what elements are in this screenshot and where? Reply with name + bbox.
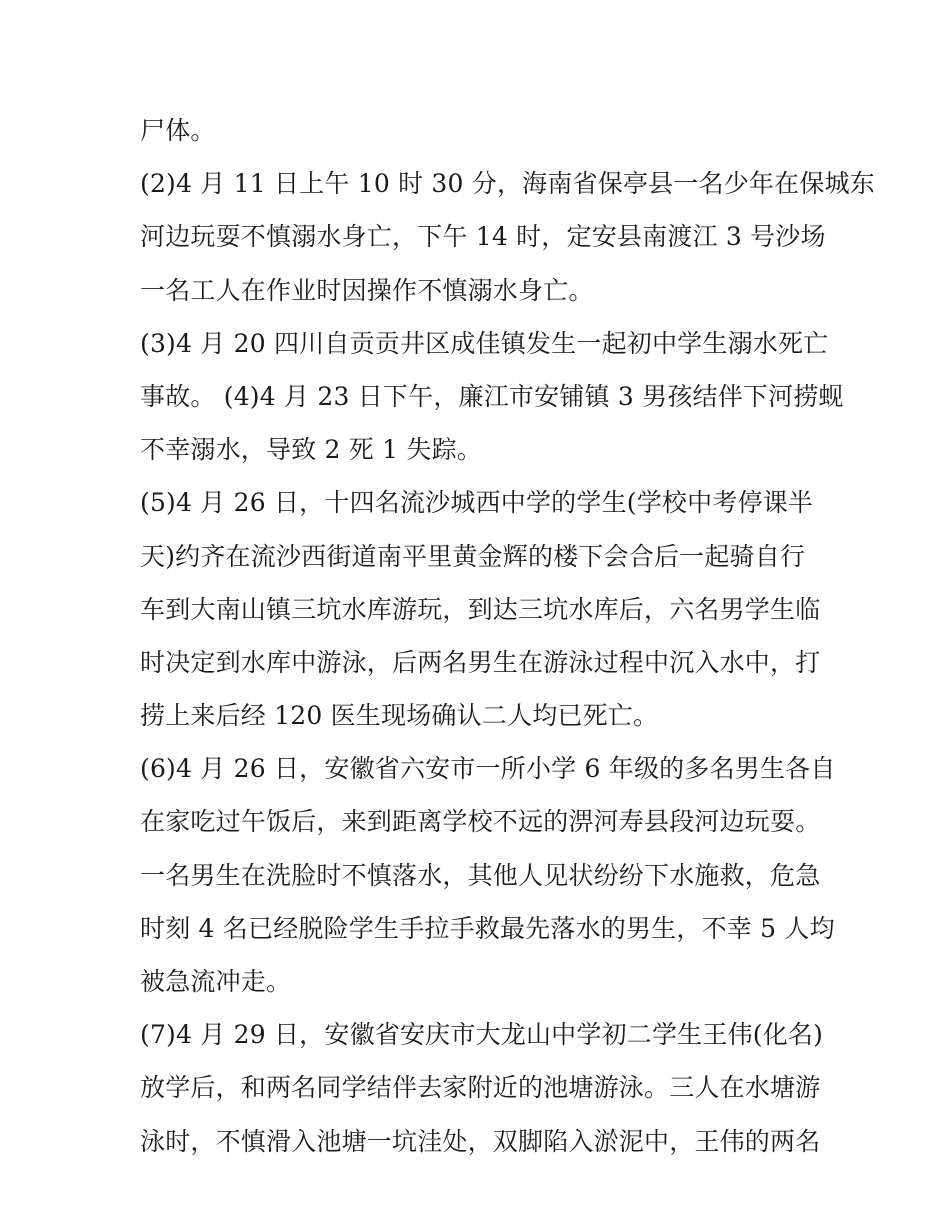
text-line: 不幸溺水，导致 2 死 1 失踪。 — [140, 435, 482, 465]
text-line: 时决定到水库中游泳，后两名男生在游泳过程中沉入水中，打 — [140, 647, 821, 677]
text-line: 放学后，和两名同学结伴去家附近的池塘游泳。三人在水塘游 — [140, 1073, 821, 1103]
text-line: 河边玩耍不慎溺水身亡，下午 14 时，定安县南渡江 3 号沙场 — [140, 222, 826, 252]
text-line: 天)约齐在流沙西街道南平里黄金辉的楼下会合后一起骑自行 — [140, 541, 806, 571]
text-line: (5)4 月 26 日，十四名流沙城西中学的学生(学校中考停课半 — [140, 488, 814, 518]
document-body — [140, 104, 875, 1168]
text-line: 捞上来后经 120 医生现场确认二人均已死亡。 — [140, 701, 659, 731]
text-line: (3)4 月 20 四川自贡贡井区成佳镇发生一起初中学生溺水死亡 — [140, 328, 829, 358]
text-line: 泳时，不慎滑入池塘一坑洼处，双脚陷入淤泥中，王伟的两名 — [140, 1126, 821, 1156]
text-line: 车到大南山镇三坑水库游玩，到达三坑水库后，六名男学生临 — [140, 594, 821, 624]
text-line: (6)4 月 26 日，安徽省六安市一所小学 6 年级的多名男生各自 — [140, 754, 836, 784]
text-line: 一名男生在洗脸时不慎落水，其他人见状纷纷下水施救，危急 — [140, 860, 821, 890]
text-line: 在家吃过午饭后，来到距离学校不远的淠河寿县段河边玩耍。 — [140, 807, 821, 837]
text-line: 一名工人在作业时因操作不慎溺水身亡。 — [140, 275, 594, 305]
text-line: (7)4 月 29 日，安徽省安庆市大龙山中学初二学生王伟(化名) — [140, 1020, 824, 1050]
text-line: (2)4 月 11 日上午 10 时 30 分，海南省保亭县一名少年在保城东 — [140, 169, 875, 199]
text-line: 尸体。 — [140, 116, 216, 145]
text-line: 时刻 4 名已经脱险学生手拉手救最先落水的男生，不幸 5 人均 — [140, 913, 835, 943]
text-line: 事故。 (4)4 月 23 日下午，廉江市安铺镇 3 男孩结伴下河捞蚬 — [140, 381, 844, 411]
text-line: 被急流冲走。 — [140, 967, 292, 996]
